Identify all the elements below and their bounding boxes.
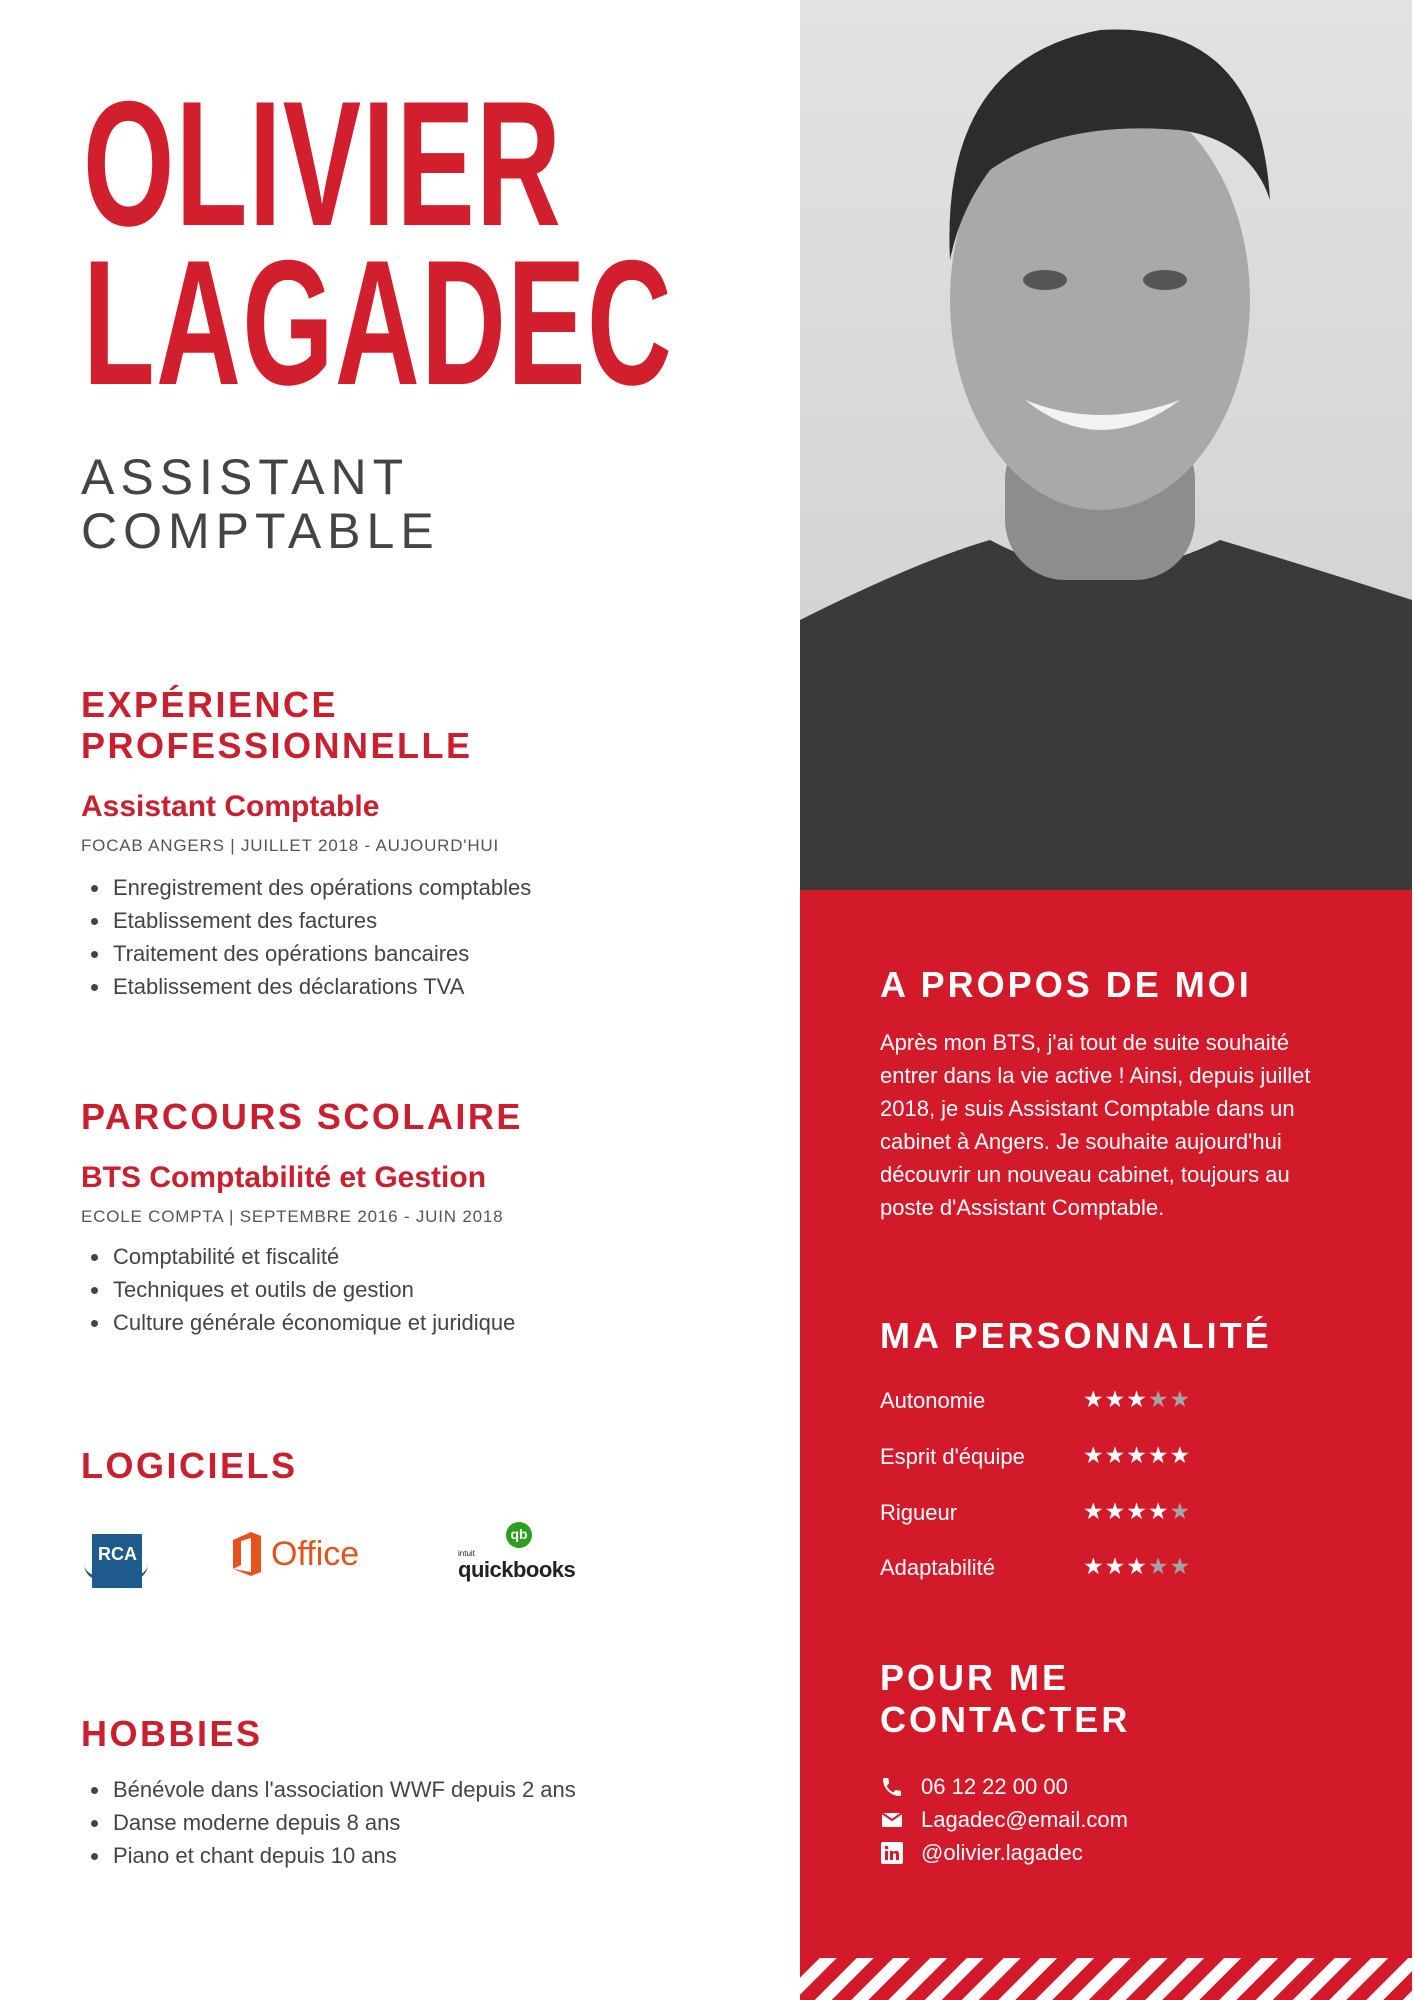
star-empty-icon: ★	[1169, 1498, 1192, 1524]
star-filled-icon: ★	[1126, 1442, 1148, 1468]
office-icon	[231, 1532, 263, 1576]
phone-number: 06 12 22 00 00	[921, 1774, 1068, 1799]
experience-list	[81, 871, 531, 1003]
experience-job-title: Assistant Comptable	[81, 790, 380, 823]
quickbooks-logo	[458, 1522, 588, 1584]
education-meta: ECOLE COMPTA | SEPTEMBRE 2016 - JUIN 2018	[81, 1207, 504, 1226]
office-logo-text: Office	[271, 1534, 360, 1573]
list-item: • Enregistrement des opérations comptables	[111, 871, 531, 904]
star-empty-icon: ★	[1169, 1386, 1192, 1412]
star-filled-icon: ★	[1126, 1498, 1148, 1524]
list-item: • Comptabilité et fiscalité	[111, 1240, 515, 1273]
list-item: • Bénévole dans l'association WWF depuis 2 ans	[111, 1773, 576, 1806]
personality-heading: MA PERSONNALITÉ	[880, 1315, 1272, 1356]
linkedin-icon	[880, 1841, 904, 1865]
profile-photo	[800, 0, 1412, 890]
trait-label: Rigueur	[880, 1500, 958, 1525]
contact-email[interactable]	[880, 1807, 1128, 1833]
contact-linkedin[interactable]	[880, 1840, 1083, 1866]
trait-rating	[1083, 1553, 1191, 1580]
intuit-text: intuit	[458, 1549, 475, 1558]
list-item: • Etablissement des factures	[111, 904, 531, 937]
contact-heading-line1: POUR ME	[880, 1657, 1070, 1698]
star-empty-icon: ★	[1169, 1553, 1192, 1579]
list-item: • Traitement des opérations bancaires	[111, 937, 531, 970]
star-filled-icon: ★	[1126, 1386, 1148, 1412]
star-filled-icon: ★	[1104, 1386, 1127, 1412]
trait-rating	[1083, 1386, 1191, 1413]
list-item: • Danse moderne depuis 8 ans	[111, 1806, 576, 1839]
last-name: LAGADEC	[83, 223, 674, 422]
office-logo	[231, 1532, 359, 1576]
about-text: Après mon BTS, j'ai tout de suite souhaité entrer dans la vie active ! Ainsi, depuis juillet 2018, je suis Assistant Comptable dans un cabinet à Angers. Je souhaite aujourd'hui découvrir un nouveau cabinet, toujours au poste d'Assistant Comptable.	[880, 1030, 1311, 1220]
star-filled-icon: ★	[1104, 1553, 1127, 1579]
star-filled-icon: ★	[1083, 1498, 1105, 1524]
star-filled-icon: ★	[1104, 1442, 1127, 1468]
star-filled-icon: ★	[1169, 1442, 1192, 1468]
experience-heading-line1: EXPÉRIENCE	[81, 684, 339, 725]
trait-rating	[1083, 1498, 1191, 1525]
striped-border	[800, 1958, 1412, 2000]
star-empty-icon: ★	[1147, 1553, 1170, 1579]
star-filled-icon: ★	[1104, 1498, 1127, 1524]
list-item: • Culture générale économique et juridique	[111, 1306, 515, 1339]
quickbooks-text: quickbooks	[458, 1557, 576, 1582]
rca-logo-text: RCA	[98, 1544, 137, 1564]
trait-label: Autonomie	[880, 1388, 986, 1413]
about-heading: A PROPOS DE MOI	[880, 964, 1252, 1005]
trait-label: Esprit d'équipe	[880, 1444, 1025, 1469]
star-filled-icon: ★	[1147, 1442, 1170, 1468]
portrait-silhouette	[800, 0, 1412, 890]
contact-heading-line2: CONTACTER	[880, 1699, 1131, 1740]
education-heading: PARCOURS SCOLAIRE	[81, 1096, 523, 1137]
job-title-line2: COMPTABLE	[81, 503, 440, 559]
job-title-line1: ASSISTANT	[81, 449, 410, 505]
experience-meta: FOCAB ANGERS | JUILLET 2018 - AUJOURD'HUI	[81, 836, 500, 855]
star-filled-icon: ★	[1083, 1553, 1105, 1579]
list-item: • Etablissement des déclarations TVA	[111, 970, 531, 1003]
star-filled-icon: ★	[1147, 1498, 1170, 1524]
list-item: • Techniques et outils de gestion	[111, 1273, 515, 1306]
hobbies-list	[81, 1773, 576, 1872]
email-address: Lagadec@email.com	[921, 1807, 1128, 1832]
rca-logo	[84, 1534, 150, 1588]
hobbies-heading: HOBBIES	[81, 1713, 263, 1754]
first-name: OLIVIER	[83, 64, 563, 263]
experience-heading-line2: PROFESSIONNELLE	[81, 725, 473, 766]
contact-phone[interactable]	[880, 1774, 1068, 1800]
star-filled-icon: ★	[1083, 1386, 1105, 1412]
email-icon	[880, 1808, 904, 1832]
trait-label: Adaptabilité	[880, 1555, 995, 1580]
trait-rating	[1083, 1442, 1191, 1469]
software-heading: LOGICIELS	[81, 1445, 298, 1486]
education-degree: BTS Comptabilité et Gestion	[81, 1161, 487, 1194]
phone-icon	[880, 1775, 904, 1799]
linkedin-handle: @olivier.lagadec	[921, 1840, 1083, 1865]
quickbooks-badge: qb	[506, 1522, 532, 1548]
education-list	[81, 1240, 515, 1339]
list-item: • Piano et chant depuis 10 ans	[111, 1839, 576, 1872]
star-filled-icon: ★	[1126, 1553, 1148, 1579]
star-filled-icon: ★	[1083, 1442, 1105, 1468]
star-empty-icon: ★	[1147, 1386, 1170, 1412]
